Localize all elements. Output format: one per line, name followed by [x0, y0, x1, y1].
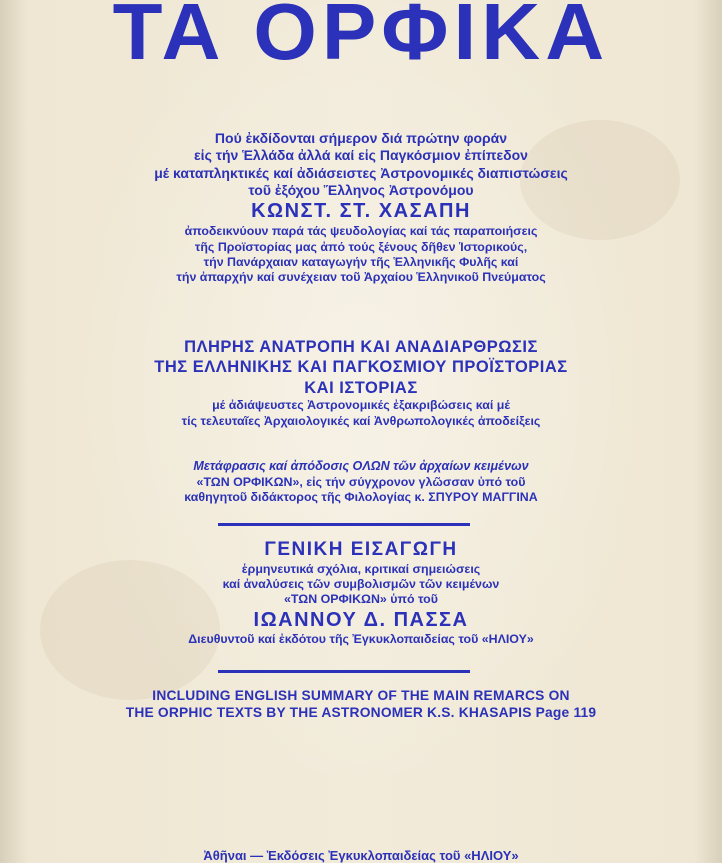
intro-line: τοῦ ἐξόχου Ἕλληνος Ἀστρονόμου — [248, 182, 474, 199]
introduction-line: «ΤΩΝ ΟΡΦΙΚΩΝ» ὑπό τοῦ — [284, 592, 438, 607]
intro-line: εἰς τήν Ἑλλάδα ἀλλά καί εἰς Παγκόσμιον ἐπίπεδον — [194, 147, 528, 164]
intro-line: τήν ἀπαρχήν καί συνέχειαν τοῦ Ἀρχαίου Ἑλληνικοῦ Πνεύματος — [176, 270, 546, 285]
intro-line: τῆς Προϊστορίας μας ἀπό τούς ξένους δῆθεν Ἱστορικούς, — [194, 239, 528, 254]
english-line: INCLUDING ENGLISH SUMMARY OF THE MAIN REMARCS ON — [152, 688, 570, 703]
intro-line: ἀποδεικνύουν παρά τάς ψευδολογίας καί τάς παραποιήσεις — [184, 224, 538, 239]
book-title: ΤΑ ΟΡΦΙΚΑ — [112, 0, 610, 76]
overturn-line: τίς τελευταῖες Ἀρχαιολογικές καί Ἀνθρωπολογικές ἀποδείξεις — [181, 413, 541, 428]
publisher-footer: Ἀθῆναι — Ἐκδόσεις Ἐγκυκλοπαιδείας τοῦ «ΗΛΙΟΥ» — [203, 848, 519, 863]
divider-rule — [218, 670, 470, 673]
translation-line: Μετάφρασις καί ἀπόδοσις ΟΛΩΝ τῶν ἀρχαίων κειμένων — [193, 459, 529, 473]
intro-line: τήν Πανάρχαιαν καταγωγήν τῆς Ἑλληνικῆς Φυλῆς καί — [203, 254, 519, 269]
intro-line: Πού ἐκδίδονται σήμερον διά πρώτην φοράν — [214, 130, 508, 146]
overturn-heading: ΤΗΣ ΕΛΛΗΝΙΚΗΣ ΚΑΙ ΠΑΓΚΟΣΜΙΟΥ ΠΡΟΪΣΤΟΡΙΑΣ — [154, 358, 568, 377]
divider-rule — [218, 523, 470, 526]
overturn-line: μέ ἀδιάψευστες Ἀστρονομικές ἐξακριβώσεις καί μέ — [212, 398, 510, 413]
overturn-heading: ΠΛΗΡΗΣ ΑΝΑΤΡΟΠΗ ΚΑΙ ΑΝΑΔΙΑΡΘΡΩΣΙΣ — [184, 338, 538, 356]
introduction-heading: ΓΕΝΙΚΗ ΕΙΣΑΓΩΓΗ — [264, 539, 458, 560]
introduction-line: ἑρμηνευτικά σχόλια, κριτικαί σημειώσεις — [241, 561, 481, 576]
editor-name: ΙΩΑΝΝΟΥ Δ. ΠΑΣΣΑ — [253, 608, 469, 631]
translation-block — [0, 459, 722, 505]
intro-line: μέ καταπληκτικές καί ἀδιάσειστες Ἀστρονομικές διαπιστώσεις — [154, 164, 568, 181]
introduction-line: καί ἀναλύσεις τῶν συμβολισμῶν τῶν κειμένων — [222, 576, 500, 591]
author-name: ΚΩΝΣΤ. ΣΤ. ΧΑΣΑΠΗ — [251, 200, 471, 223]
overturn-heading: ΚΑΙ ΙΣΤΟΡΙΑΣ — [304, 378, 418, 397]
english-line: THE ORPHIC TEXTS BY THE ASTRONOMER K.S. KHASAPIS Page 119 — [125, 705, 597, 721]
english-summary-block — [0, 687, 722, 721]
intro-block — [0, 130, 722, 286]
introduction-line: Διευθυντοῦ καί ἐκδότου τῆς Ἐγκυκλοπαιδείας τοῦ «ΗΛΙΟΥ» — [188, 632, 534, 647]
translation-line: «ΤΩΝ ΟΡΦΙΚΩΝ», εἰς τήν σύγχρονον γλῶσσαν ὑπό τοῦ — [196, 474, 526, 489]
translation-line: καθηγητοῦ διδάκτορος τῆς Φιλολογίας κ. ΣΠΥΡΟΥ ΜΑΓΓΙΝΑ — [184, 489, 538, 504]
overturn-block — [0, 337, 722, 429]
introduction-block — [0, 538, 722, 648]
